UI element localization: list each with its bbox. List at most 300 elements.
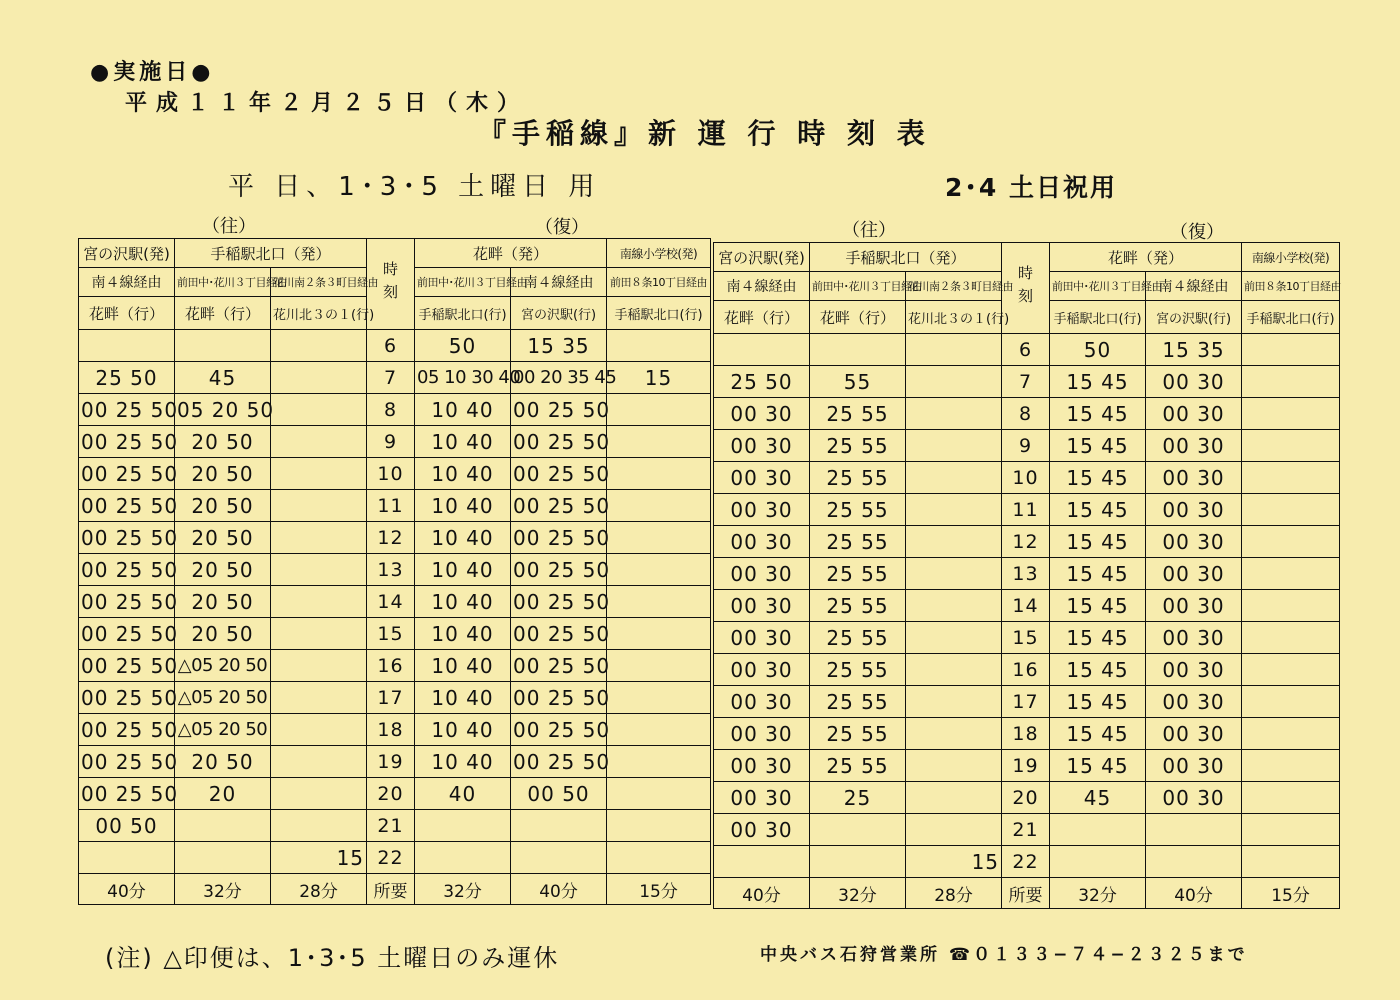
time-cell: [271, 426, 367, 458]
hour-cell: 22: [1002, 846, 1050, 878]
time-cell: 10 40: [415, 618, 511, 650]
time-cell: [607, 842, 711, 874]
time-cell: 00 30: [714, 494, 810, 526]
hour-cell: 20: [367, 778, 415, 810]
time-cell: [271, 490, 367, 522]
time-cell: [271, 554, 367, 586]
time-cell: 10 40: [415, 714, 511, 746]
time-cell: 00 30: [1146, 686, 1242, 718]
time-cell: [175, 842, 271, 874]
hour-cell: 13: [1002, 558, 1050, 590]
time-cell: 00 30: [1146, 782, 1242, 814]
time-cell: [271, 330, 367, 362]
via-minami4-return: 南４線経由: [511, 268, 607, 297]
left-outbound-label: （往）: [202, 216, 256, 237]
time-cell: 10 40: [415, 682, 511, 714]
time-cell: 10 40: [415, 394, 511, 426]
table-row: [79, 714, 711, 746]
time-cell: 00 30: [1146, 654, 1242, 686]
duration-cell: 32分: [810, 878, 906, 909]
time-cell: 00 30: [1146, 558, 1242, 590]
time-cell: [906, 590, 1002, 622]
hour-cell: 21: [367, 810, 415, 842]
duration-row: [714, 878, 1340, 909]
time-cell: [607, 522, 711, 554]
time-cell: 10 40: [415, 746, 511, 778]
hour-cell: 15: [367, 618, 415, 650]
table-row: [79, 842, 711, 874]
table-row: [714, 558, 1340, 590]
col-minamisen-school-from: 南線小学校(発): [1242, 243, 1340, 272]
time-cell: 15 35: [511, 330, 607, 362]
time-cell: 20 50: [175, 426, 271, 458]
duration-cell: 40分: [714, 878, 810, 909]
hour-cell: 11: [1002, 494, 1050, 526]
time-cell: 00 30: [714, 718, 810, 750]
time-cell: 00 50: [79, 810, 175, 842]
table-row: [79, 362, 711, 394]
table-row: [714, 750, 1340, 782]
time-cell: [810, 846, 906, 878]
time-cell: 20 50: [175, 522, 271, 554]
time-cell: 15 45: [1050, 462, 1146, 494]
hour-header: 時刻: [367, 239, 415, 330]
time-cell: 45: [175, 362, 271, 394]
time-cell: [906, 622, 1002, 654]
col-miyanosawa-from: 宮の沢駅(発): [79, 239, 175, 268]
time-cell: [607, 426, 711, 458]
dest-miyanosawa: 宮の沢駅(行): [1146, 301, 1242, 334]
time-cell: 00 25 50: [511, 618, 607, 650]
time-cell: 10 40: [415, 650, 511, 682]
table-row: [79, 778, 711, 810]
duration-cell: 40分: [1146, 878, 1242, 909]
time-cell: [271, 810, 367, 842]
time-cell: [1242, 622, 1340, 654]
time-cell: [714, 334, 810, 366]
hour-cell: 12: [1002, 526, 1050, 558]
table-row: [714, 494, 1340, 526]
office-contact: 中央バス石狩営業所 ☎０１３３−７４−２３２５まで: [760, 945, 1248, 965]
time-cell: 05 10 30 40: [415, 362, 511, 394]
time-cell: [607, 778, 711, 810]
table-row: [714, 814, 1340, 846]
col-miyanosawa-from: 宮の沢駅(発): [714, 243, 810, 272]
dest-teine-north: 手稲駅北口(行): [415, 297, 511, 330]
hour-cell: 6: [1002, 334, 1050, 366]
time-cell: 25 50: [79, 362, 175, 394]
duration-cell: 32分: [1050, 878, 1146, 909]
via-hanakawa-minami: 花川南２条３町目経由: [271, 268, 367, 297]
hour-cell: 6: [367, 330, 415, 362]
time-cell: 10 40: [415, 554, 511, 586]
time-cell: 00 30: [714, 814, 810, 846]
hour-cell: 7: [1002, 366, 1050, 398]
time-cell: 50: [1050, 334, 1146, 366]
table-row: [714, 622, 1340, 654]
time-cell: 10 40: [415, 586, 511, 618]
time-cell: [906, 526, 1002, 558]
time-cell: [271, 746, 367, 778]
time-cell: 45: [1050, 782, 1146, 814]
time-cell: 25 55: [810, 398, 906, 430]
time-cell: 20 50: [175, 618, 271, 650]
time-cell: [906, 558, 1002, 590]
hour-cell: 17: [1002, 686, 1050, 718]
time-cell: 15 45: [1050, 654, 1146, 686]
time-cell: 20 50: [175, 458, 271, 490]
time-cell: 00 25 50: [79, 554, 175, 586]
dest-teine-north-2: 手稲駅北口(行): [1242, 301, 1340, 334]
time-cell: 20 50: [175, 554, 271, 586]
via-maeda8-10: 前田８条10丁目経由: [607, 268, 711, 297]
time-cell: 00 30: [714, 398, 810, 430]
hour-cell: 16: [1002, 654, 1050, 686]
time-cell: 25 55: [810, 718, 906, 750]
table-row: [79, 394, 711, 426]
table-row: [714, 526, 1340, 558]
hour-cell: 14: [367, 586, 415, 618]
time-cell: 15: [607, 362, 711, 394]
time-cell: [607, 618, 711, 650]
time-cell: [810, 334, 906, 366]
time-cell: [1242, 526, 1340, 558]
time-cell: 00 30: [714, 462, 810, 494]
time-cell: 00 25 50: [511, 650, 607, 682]
time-cell: 25 55: [810, 462, 906, 494]
hour-cell: 7: [367, 362, 415, 394]
time-cell: [906, 782, 1002, 814]
time-cell: [1242, 398, 1340, 430]
footnote: (注) △印便は、1･3･5 土曜日のみ運休: [105, 944, 560, 972]
time-cell: 00 25 50: [511, 682, 607, 714]
hour-cell: 8: [1002, 398, 1050, 430]
time-cell: [1242, 590, 1340, 622]
time-cell: [906, 462, 1002, 494]
time-cell: [607, 714, 711, 746]
time-cell: 00 30: [714, 590, 810, 622]
time-cell: 00 25 50: [511, 458, 607, 490]
time-cell: 20 50: [175, 586, 271, 618]
implementation-label: ●実施日●: [90, 60, 215, 85]
time-cell: [906, 750, 1002, 782]
time-cell: [511, 842, 607, 874]
time-cell: 25 55: [810, 430, 906, 462]
time-cell: 00 25 50: [79, 682, 175, 714]
time-cell: 15 45: [1050, 494, 1146, 526]
time-cell: 00 30: [1146, 526, 1242, 558]
time-cell: [271, 362, 367, 394]
time-cell: 00 30: [714, 750, 810, 782]
via-maeda-hanakawa3: 前田中･花川３丁目経由: [175, 268, 271, 297]
time-cell: [271, 586, 367, 618]
time-cell: 05 20 50: [175, 394, 271, 426]
table-row: [714, 686, 1340, 718]
time-cell: 00 30: [1146, 430, 1242, 462]
time-cell: 00 25 50: [79, 490, 175, 522]
hour-cell: 19: [367, 746, 415, 778]
dest-banguro-2: 花畔（行）: [810, 301, 906, 334]
via-maeda8-10: 前田８条10丁目経由: [1242, 272, 1340, 301]
time-cell: [1146, 814, 1242, 846]
time-cell: 00 25 50: [511, 746, 607, 778]
duration-label: 所要: [1002, 878, 1050, 909]
duration-cell: 28分: [906, 878, 1002, 909]
time-cell: 00 50: [511, 778, 607, 810]
duration-cell: 28分: [271, 874, 367, 905]
table-row: [79, 682, 711, 714]
hour-cell: 12: [367, 522, 415, 554]
table-row: [714, 366, 1340, 398]
hour-cell: 18: [367, 714, 415, 746]
hour-cell: 16: [367, 650, 415, 682]
time-cell: [714, 846, 810, 878]
via-hanakawa-minami: 花川南２条３町目経由: [906, 272, 1002, 301]
time-cell: 00 30: [1146, 366, 1242, 398]
hour-cell: 19: [1002, 750, 1050, 782]
time-cell: 00 25 50: [79, 714, 175, 746]
table-row: [714, 782, 1340, 814]
table-row: [79, 618, 711, 650]
time-cell: [271, 778, 367, 810]
time-cell: [906, 686, 1002, 718]
duration-cell: 40分: [79, 874, 175, 905]
holiday-subtitle: 2･4 土日祝用: [945, 173, 1117, 202]
weekday-timetable: [78, 238, 711, 905]
time-cell: △05 20 50: [175, 650, 271, 682]
table-row: [79, 330, 711, 362]
time-cell: [1242, 782, 1340, 814]
time-cell: [906, 430, 1002, 462]
time-cell: [1242, 686, 1340, 718]
time-cell: [607, 746, 711, 778]
time-cell: 15 45: [1050, 718, 1146, 750]
dest-miyanosawa: 宮の沢駅(行): [511, 297, 607, 330]
table-row: [79, 586, 711, 618]
time-cell: [1146, 846, 1242, 878]
time-cell: 25 50: [714, 366, 810, 398]
table-row: [714, 398, 1340, 430]
time-cell: [906, 398, 1002, 430]
table-row: [714, 334, 1340, 366]
holiday-timetable: [713, 242, 1340, 909]
dest-hanakawa-kita: 花川北３の１(行): [271, 297, 367, 330]
time-cell: 25 55: [810, 686, 906, 718]
duration-cell: 32分: [175, 874, 271, 905]
dest-hanakawa-kita: 花川北３の１(行): [906, 301, 1002, 334]
via-maeda-hanakawa3: 前田中･花川３丁目経由: [810, 272, 906, 301]
time-cell: [415, 842, 511, 874]
duration-cell: 15分: [1242, 878, 1340, 909]
time-cell: 10 40: [415, 458, 511, 490]
time-cell: [79, 842, 175, 874]
time-cell: 00 25 50: [511, 490, 607, 522]
time-cell: 00 25 50: [511, 554, 607, 586]
time-cell: [906, 494, 1002, 526]
time-cell: 15 45: [1050, 366, 1146, 398]
time-cell: [271, 682, 367, 714]
time-cell: 00 25 50: [79, 458, 175, 490]
time-cell: [79, 330, 175, 362]
hour-cell: 8: [367, 394, 415, 426]
time-cell: [906, 814, 1002, 846]
table-row: [79, 426, 711, 458]
time-cell: [1242, 750, 1340, 782]
time-cell: [271, 714, 367, 746]
table-row: [714, 718, 1340, 750]
time-cell: 00 30: [714, 686, 810, 718]
time-cell: 00 25 50: [79, 746, 175, 778]
hour-cell: 9: [1002, 430, 1050, 462]
table-row: [79, 746, 711, 778]
time-cell: 25 55: [810, 622, 906, 654]
page-title: 『手稲線』新 運 行 時 刻 表: [478, 117, 931, 150]
time-cell: 00 25 50: [79, 778, 175, 810]
table-row: [714, 846, 1340, 878]
time-cell: [1242, 430, 1340, 462]
table-row: [714, 654, 1340, 686]
time-cell: 25 55: [810, 590, 906, 622]
dest-banguro: 花畔（行）: [79, 297, 175, 330]
time-cell: △05 20 50: [175, 682, 271, 714]
hour-cell: 21: [1002, 814, 1050, 846]
time-cell: [1050, 814, 1146, 846]
time-cell: 00 30: [714, 622, 810, 654]
time-cell: 00 25 50: [79, 426, 175, 458]
time-cell: [607, 586, 711, 618]
hour-cell: 20: [1002, 782, 1050, 814]
time-cell: 00 30: [1146, 398, 1242, 430]
dest-banguro-2: 花畔（行）: [175, 297, 271, 330]
time-cell: 00 25 50: [79, 394, 175, 426]
time-cell: 00 25 50: [79, 618, 175, 650]
time-cell: [271, 394, 367, 426]
hour-cell: 10: [367, 458, 415, 490]
right-return-label: （復）: [1170, 222, 1224, 243]
time-cell: 00 25 50: [79, 586, 175, 618]
dest-teine-north: 手稲駅北口(行): [1050, 301, 1146, 334]
time-cell: 15 45: [1050, 430, 1146, 462]
time-cell: 00 30: [1146, 750, 1242, 782]
time-cell: [607, 490, 711, 522]
time-cell: 00 25 50: [511, 586, 607, 618]
time-cell: 00 30: [714, 558, 810, 590]
time-cell: [906, 366, 1002, 398]
time-cell: 00 30: [714, 526, 810, 558]
time-cell: 15: [906, 846, 1002, 878]
hour-cell: 18: [1002, 718, 1050, 750]
time-cell: 00 30: [1146, 462, 1242, 494]
time-cell: [607, 394, 711, 426]
via-maeda-hanakawa3-return: 前田中･花川３丁目経由: [415, 268, 511, 297]
table-row: [714, 462, 1340, 494]
time-cell: [1242, 366, 1340, 398]
time-cell: [906, 654, 1002, 686]
time-cell: [271, 618, 367, 650]
hour-cell: 17: [367, 682, 415, 714]
table-row: [79, 554, 711, 586]
time-cell: 00 25 50: [511, 714, 607, 746]
time-cell: [1242, 494, 1340, 526]
time-cell: [810, 814, 906, 846]
table-row: [79, 458, 711, 490]
table-row: [714, 430, 1340, 462]
time-cell: [271, 458, 367, 490]
duration-label: 所要: [367, 874, 415, 905]
time-cell: [175, 330, 271, 362]
time-cell: 25 55: [810, 494, 906, 526]
right-outbound-label: （往）: [842, 220, 896, 241]
hour-header: 時刻: [1002, 243, 1050, 334]
time-cell: [1242, 558, 1340, 590]
col-teine-north-from: 手稲駅北口（発）: [810, 243, 1002, 272]
time-cell: 00 25 50: [511, 522, 607, 554]
time-cell: [1050, 846, 1146, 878]
time-cell: [415, 810, 511, 842]
time-cell: 50: [415, 330, 511, 362]
time-cell: [1242, 718, 1340, 750]
duration-cell: 40分: [511, 874, 607, 905]
implementation-date: 平成１１年２月２５日（木）: [125, 91, 529, 116]
time-cell: 00 25 50: [511, 394, 607, 426]
col-minamisen-school-from: 南線小学校(発): [607, 239, 711, 268]
time-cell: 25 55: [810, 526, 906, 558]
via-minami4: 南４線経由: [79, 268, 175, 297]
hour-cell: 15: [1002, 622, 1050, 654]
table-row: [79, 522, 711, 554]
left-return-label: （復）: [535, 217, 589, 238]
time-cell: 15 45: [1050, 398, 1146, 430]
time-cell: 15: [271, 842, 367, 874]
duration-row: [79, 874, 711, 905]
time-cell: [906, 334, 1002, 366]
hour-cell: 22: [367, 842, 415, 874]
time-cell: 00 25 50: [79, 650, 175, 682]
time-cell: 00 30: [1146, 718, 1242, 750]
time-cell: 15 45: [1050, 558, 1146, 590]
time-cell: 00 30: [1146, 622, 1242, 654]
time-cell: 10 40: [415, 490, 511, 522]
weekday-subtitle: 平 日、1･3･5 土曜日 用: [228, 172, 601, 202]
via-minami4-return: 南４線経由: [1146, 272, 1242, 301]
time-cell: [906, 718, 1002, 750]
time-cell: 00 30: [714, 654, 810, 686]
time-cell: 20 50: [175, 746, 271, 778]
time-cell: 15 45: [1050, 686, 1146, 718]
via-minami4: 南４線経由: [714, 272, 810, 301]
time-cell: [607, 554, 711, 586]
time-cell: 25: [810, 782, 906, 814]
time-cell: 10 40: [415, 426, 511, 458]
table-row: [79, 490, 711, 522]
time-cell: [607, 458, 711, 490]
time-cell: [607, 682, 711, 714]
time-cell: 00 20 35 45: [511, 362, 607, 394]
time-cell: 00 30: [714, 782, 810, 814]
time-cell: 15 45: [1050, 750, 1146, 782]
table-row: [79, 810, 711, 842]
col-banguro-from: 花畔（発）: [1050, 243, 1242, 272]
time-cell: 25 55: [810, 750, 906, 782]
time-cell: [175, 810, 271, 842]
hour-cell: 14: [1002, 590, 1050, 622]
time-cell: [1242, 654, 1340, 686]
via-maeda-hanakawa3-return: 前田中･花川３丁目経由: [1050, 272, 1146, 301]
time-cell: 55: [810, 366, 906, 398]
time-cell: [511, 810, 607, 842]
hour-cell: 9: [367, 426, 415, 458]
table-row: [79, 650, 711, 682]
